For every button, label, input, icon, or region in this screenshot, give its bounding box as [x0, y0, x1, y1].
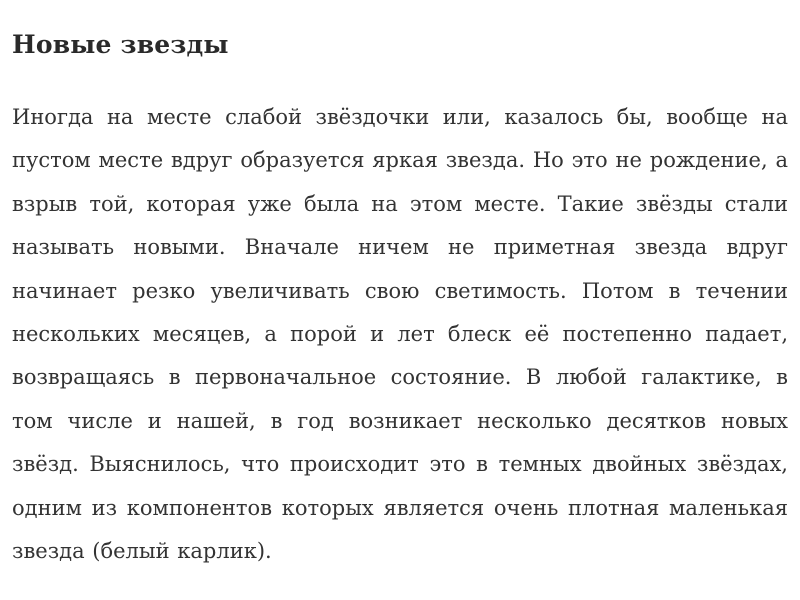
article-body: Иногда на месте слабой звёздочки или, казалось бы, вообще на пустом месте вдруг образуется яркая звезда. Но это не рождение, а взрыв той, которая уже была на этом месте. Такие звёзды стали называть новыми. Вначале ничем не приметная звезда вдруг начинает резко увеличивать свою светимость. Потом в течении нескольких месяцев, а порой и лет блеск её постепенно падает, возвращаясь в первоначальное состояние. В любой галактике, в том числе и нашей, в год возникает несколько десятков новых звёзд. Выяснилось, что происходит это в темных двойных звёздах, одним из компонентов которых является очень плотная маленькая звезда (белый карлик). [12, 105, 788, 564]
page-title: Новые звезды [12, 30, 229, 59]
